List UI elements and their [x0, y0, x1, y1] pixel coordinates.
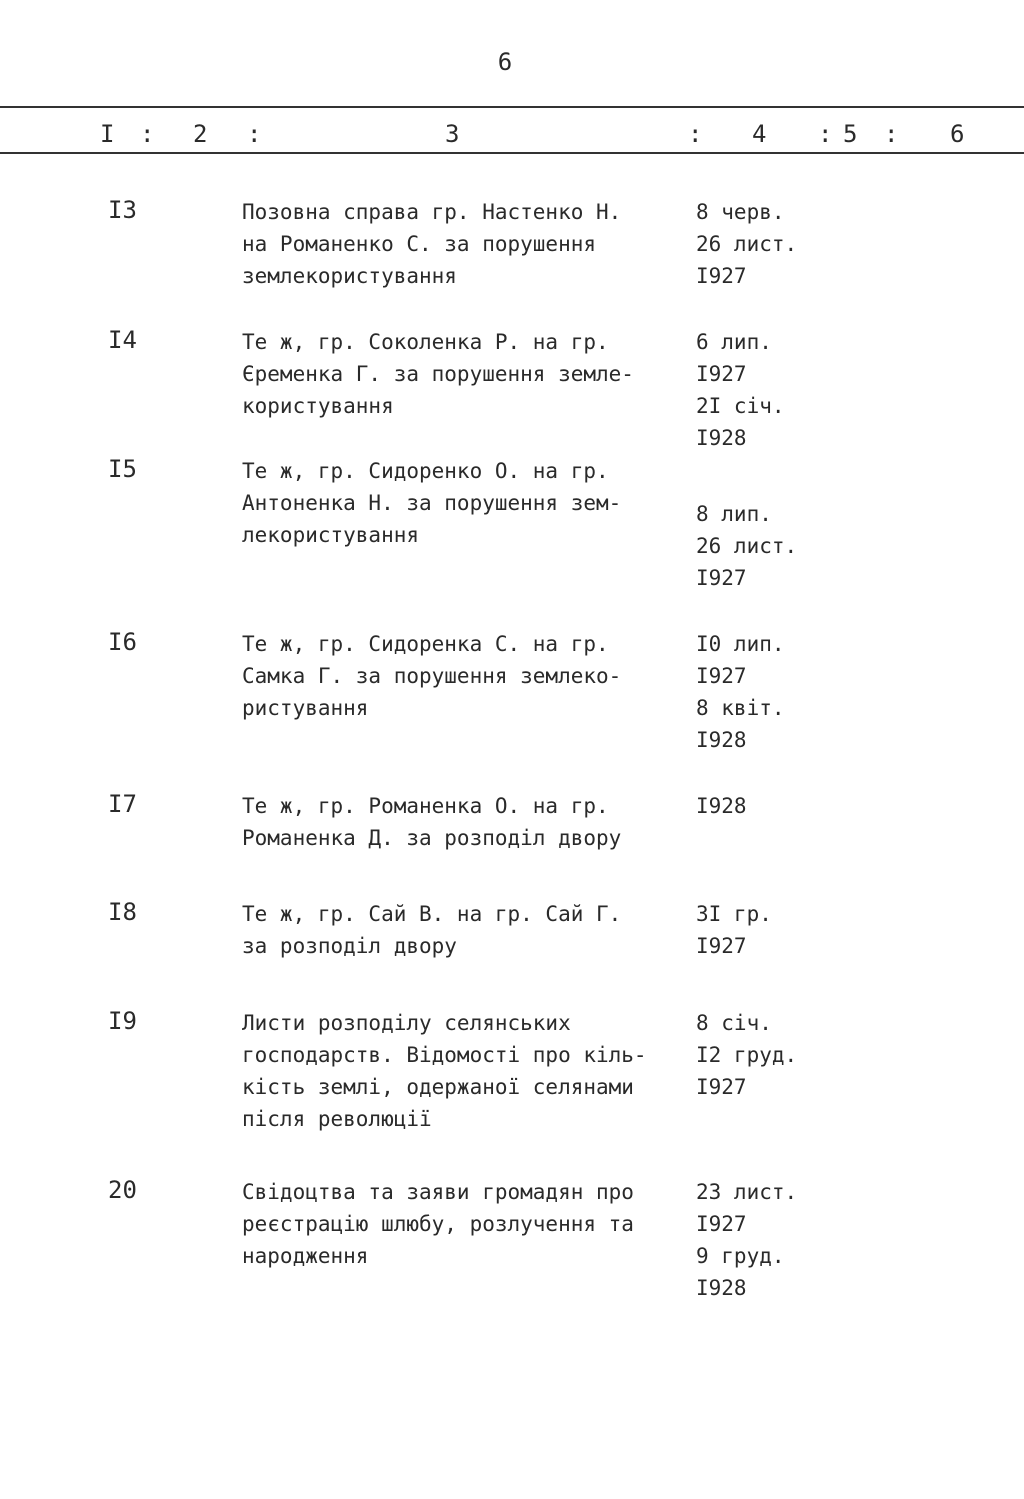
- record-title-line: після революції: [242, 1107, 432, 1131]
- column-header-4: 4: [752, 120, 767, 148]
- record-title: [242, 628, 682, 724]
- record-title: [242, 196, 682, 292]
- record-dates: [696, 326, 836, 454]
- record-title-line: Те ж, гр. Сай В. на гр. Сай Г.: [242, 902, 622, 926]
- column-separator: :: [688, 120, 703, 148]
- record-date-line: 8 лип.: [696, 502, 772, 526]
- record-title-line: Романенка Д. за розподіл двору: [242, 826, 622, 850]
- record-title-line: Листи розподілу селянських: [242, 1011, 571, 1035]
- record-date-line: 8 квіт.: [696, 696, 785, 720]
- record-date-line: 3I гр.: [696, 902, 772, 926]
- column-header-5: 5: [843, 120, 858, 148]
- record-date-line: I928: [696, 1276, 747, 1300]
- record-date-line: 23 лист.: [696, 1180, 798, 1204]
- record-title-line: ристування: [242, 696, 369, 720]
- record-dates: [696, 196, 836, 292]
- record-number: I4: [108, 326, 137, 354]
- record-title-line: народження: [242, 1244, 369, 1268]
- record-date-line: I927: [696, 934, 747, 958]
- record-date-line: 8 січ.: [696, 1011, 772, 1035]
- record-date-line: I2 груд.: [696, 1043, 798, 1067]
- table-header-top-rule: [0, 106, 1024, 108]
- record-title: [242, 1007, 682, 1135]
- record-date-line: I927: [696, 362, 747, 386]
- record-dates: [696, 498, 836, 594]
- record-title-line: на Романенко С. за порушення: [242, 232, 597, 256]
- record-title-line: Антоненка Н. за порушення зем-: [242, 491, 622, 515]
- record-title: [242, 790, 682, 854]
- record-date-line: 26 лист.: [696, 232, 798, 256]
- record-title-line: Те ж, гр. Сидоренко О. на гр.: [242, 459, 609, 483]
- record-dates: [696, 628, 836, 756]
- record-date-line: I928: [696, 728, 747, 752]
- record-number: I3: [108, 196, 137, 224]
- record-number: 20: [108, 1176, 137, 1204]
- record-title-line: господарств. Відомості про кіль-: [242, 1043, 647, 1067]
- record-title-line: реєстрацію шлюбу, розлучення та: [242, 1212, 634, 1236]
- column-header-1: I: [100, 120, 115, 148]
- record-title-line: Самка Г. за порушення землеко-: [242, 664, 622, 688]
- record-number: I5: [108, 455, 137, 483]
- record-title-line: користування: [242, 394, 394, 418]
- record-title-line: лекористування: [242, 523, 420, 547]
- record-dates: [696, 1176, 836, 1304]
- table-header-bottom-rule: [0, 152, 1024, 154]
- column-header-2: 2: [193, 120, 208, 148]
- record-date-line: I927: [696, 566, 747, 590]
- record-title-line: Те ж, гр. Романенка О. на гр.: [242, 794, 609, 818]
- record-date-line: I928: [696, 426, 747, 450]
- record-title-line: Позовна справа гр. Настенко Н.: [242, 200, 622, 224]
- record-title: [242, 455, 682, 551]
- record-dates: [696, 1007, 836, 1103]
- record-date-line: I928: [696, 794, 747, 818]
- record-date-line: 26 лист.: [696, 534, 798, 558]
- column-header-6: 6: [950, 120, 965, 148]
- record-number: I9: [108, 1007, 137, 1035]
- record-date-line: 6 лип.: [696, 330, 772, 354]
- record-title-line: кість землі, одержаної селянами: [242, 1075, 634, 1099]
- column-separator: :: [818, 120, 833, 148]
- record-date-line: 9 груд.: [696, 1244, 785, 1268]
- record-title-line: Єременка Г. за порушення земле-: [242, 362, 634, 386]
- record-date-line: I927: [696, 664, 747, 688]
- column-separator: :: [140, 120, 155, 148]
- column-header-3: 3: [445, 120, 460, 148]
- page-number: 6: [497, 48, 513, 76]
- record-title-line: землекористування: [242, 264, 457, 288]
- record-date-line: I927: [696, 1212, 747, 1236]
- record-date-line: 8 черв.: [696, 200, 785, 224]
- record-number: I6: [108, 628, 137, 656]
- record-title-line: Свідоцтва та заяви громадян про: [242, 1180, 634, 1204]
- record-date-line: I0 лип.: [696, 632, 785, 656]
- record-title-line: Те ж, гр. Сидоренка С. на гр.: [242, 632, 609, 656]
- column-separator: :: [247, 120, 262, 148]
- record-dates: [696, 790, 836, 822]
- record-date-line: I927: [696, 264, 747, 288]
- record-number: I8: [108, 898, 137, 926]
- record-title: [242, 1176, 682, 1272]
- record-title-line: Те ж, гр. Соколенка Р. на гр.: [242, 330, 609, 354]
- record-title: [242, 898, 682, 962]
- record-title-line: за розподіл двору: [242, 934, 457, 958]
- record-date-line: 2I січ.: [696, 394, 785, 418]
- column-separator: :: [884, 120, 899, 148]
- record-title: [242, 326, 682, 422]
- record-date-line: I927: [696, 1075, 747, 1099]
- record-dates: [696, 898, 836, 962]
- record-number: I7: [108, 790, 137, 818]
